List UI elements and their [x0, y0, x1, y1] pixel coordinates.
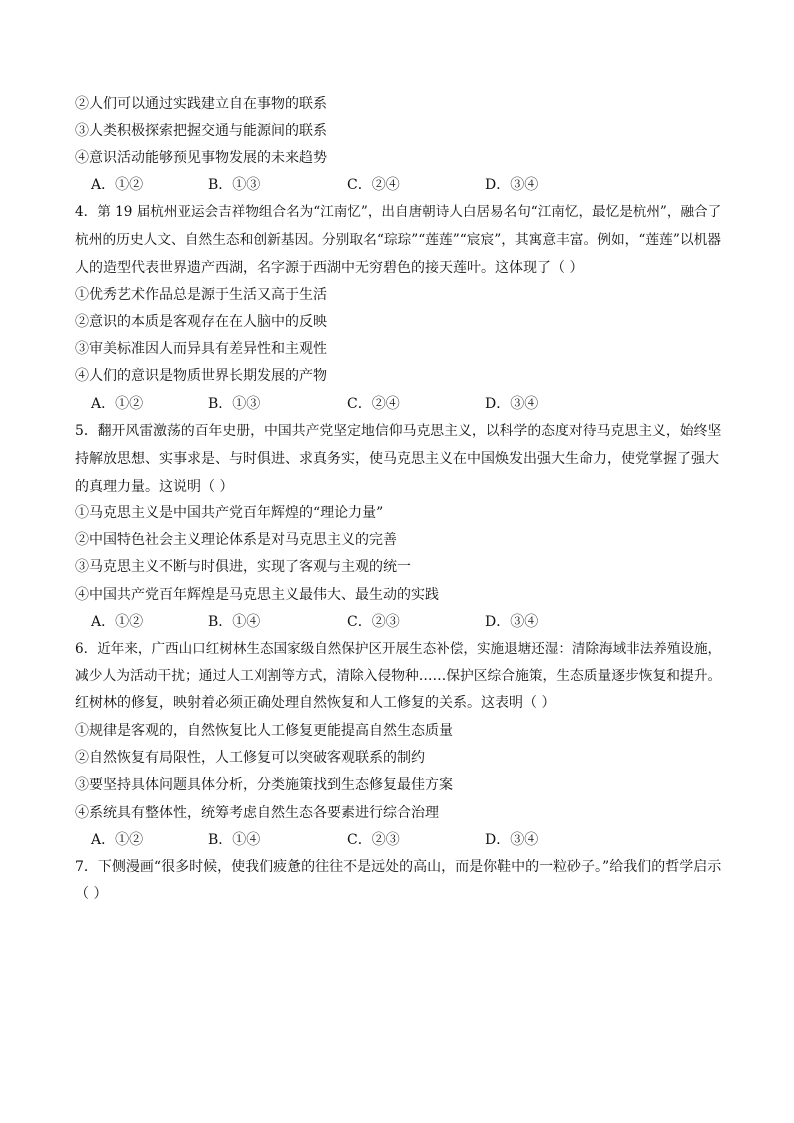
- q4-stem-line-2: 杭州的历史人文、自然生态和创新基因。分别取名“琮琮”“莲莲”“宸宸”，其寓意丰富。例如，“莲莲”以机器: [75, 232, 722, 248]
- q6-item-1: ①规律是客观的，自然恢复比人工修复更能提高自然生态质量: [75, 723, 453, 739]
- q6-item-4: ④系统具有整体性，统筹考虑自然生态各要素进行综合治理: [75, 805, 439, 821]
- q4-stem-line-1: 4．第 19 届杭州亚运会吉祥物组合名为“江南忆”，出自唐朝诗人白居易名句“江南忆，最忆是杭州”，融合了: [75, 204, 722, 220]
- q6-options: [91, 831, 725, 849]
- q5-item-4: ④中国共产党百年辉煌是马克思主义最伟大、最生动的实践: [75, 587, 439, 603]
- q4-item-2: ②意识的本质是客观存在在人脑中的反映: [75, 314, 327, 330]
- q4-option-d: D．③④: [485, 396, 539, 412]
- q4-item-4: ④人们的意识是物质世界长期发展的产物: [75, 368, 327, 384]
- q3-item-4: ④意识活动能够预见事物发展的未来趋势: [75, 150, 327, 166]
- q5-stem-line-1: 5．翻开风雷激荡的百年史册，中国共产党坚定地信仰马克思主义，以科学的态度对待马克思主义，始终坚: [75, 423, 722, 439]
- q4-option-c: C．②④: [347, 396, 400, 412]
- q5-options: [91, 613, 725, 631]
- q3-option-b: B．①③: [208, 177, 261, 193]
- q4-options: [91, 395, 725, 413]
- q7-stem-line-1: 7．下侧漫画“很多时候，使我们疲惫的往往不是远处的高山，而是你鞋中的一粒砂子。”给我们的哲学启示: [75, 859, 722, 875]
- q6-stem-line-1: 6．近年来，广西山口红树林生态国家级自然保护区开展生态补偿，实施退塘还湿：清除海域非法养殖设施，: [75, 641, 722, 657]
- q5-option-b: B．①④: [208, 614, 261, 630]
- q4-option-a: A．①②: [91, 396, 144, 412]
- q4-option-b: B．①③: [208, 396, 261, 412]
- q5-option-a: A．①②: [91, 614, 144, 630]
- q6-option-d: D．③④: [485, 832, 539, 848]
- q6-item-3: ③要坚持具体问题具体分析，分类施策找到生态修复最佳方案: [75, 777, 453, 793]
- q3-item-3: ③人类积极探索把握交通与能源间的联系: [75, 123, 327, 139]
- q6-option-a: A．①②: [91, 832, 144, 848]
- q3-item-2: ②人们可以通过实践建立自在事物的联系: [75, 96, 327, 112]
- q5-item-3: ③马克思主义不断与时俱进，实现了客观与主观的统一: [75, 559, 411, 575]
- q5-stem-line-2: 持解放思想、实事求是、与时俱进、求真务实，使马克思主义在中国焕发出强大生命力，使党掌握了强大: [75, 451, 719, 467]
- q6-item-2: ②自然恢复有局限性，人工修复可以突破客观联系的制约: [75, 750, 425, 766]
- q5-item-2: ②中国特色社会主义理论体系是对马克思主义的完善: [75, 532, 397, 548]
- q6-stem-line-3: 红树林的修复，映射着必须正确处理自然恢复和人工修复的关系。这表明（ ）: [75, 695, 556, 711]
- q6-option-b: B．①④: [208, 832, 261, 848]
- q6-option-c: C．②③: [347, 832, 400, 848]
- q3-option-d: D．③④: [485, 177, 539, 193]
- q4-stem-line-3: 人的造型代表世界遗产西湖，名字源于西湖中无穷碧色的接天莲叶。这体现了（ ）: [75, 260, 584, 276]
- q5-stem-line-3: 的真理力量。这说明（ ）: [75, 479, 234, 495]
- q3-option-a: A．①②: [91, 177, 144, 193]
- q5-option-d: D．③④: [485, 614, 539, 630]
- q3-options: [91, 176, 725, 194]
- q5-option-c: C．②③: [347, 614, 400, 630]
- q4-item-3: ③审美标准因人而异具有差异性和主观性: [75, 341, 327, 357]
- q5-item-1: ①马克思主义是中国共产党百年辉煌的“理论力量”: [75, 505, 384, 521]
- q7-stem-line-2: （ ）: [75, 886, 108, 902]
- q6-stem-line-2: 减少人为活动干扰；通过人工刈割等方式，清除入侵物种……保护区综合施策，生态质量逐步恢复和提升。: [75, 668, 722, 684]
- q3-option-c: C．②④: [347, 177, 400, 193]
- q4-item-1: ①优秀艺术作品总是源于生活又高于生活: [75, 287, 327, 303]
